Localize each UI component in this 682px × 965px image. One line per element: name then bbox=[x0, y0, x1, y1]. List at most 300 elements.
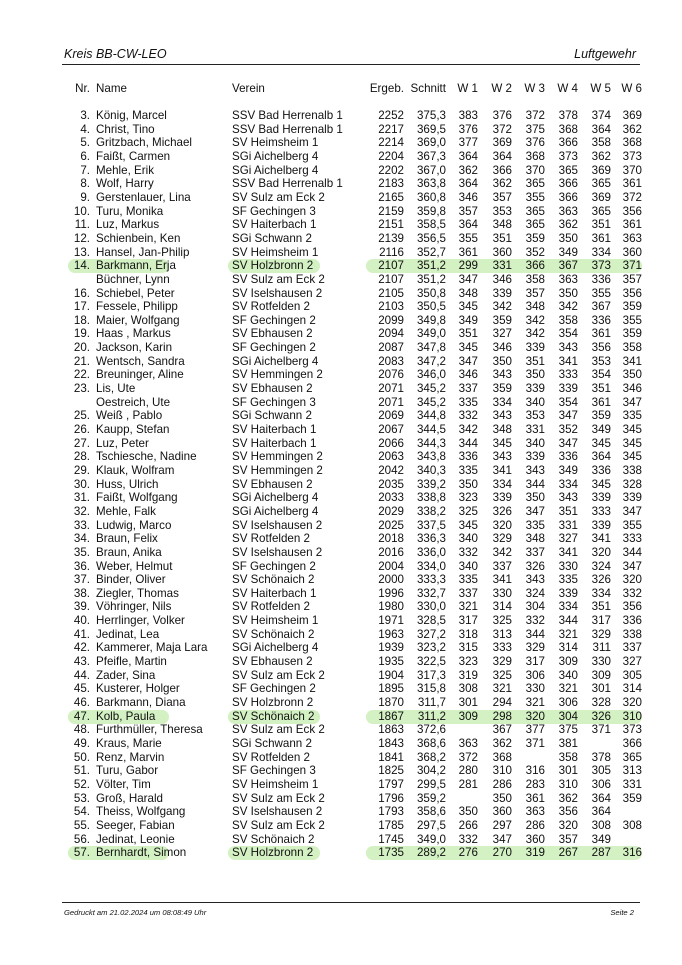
cell-nr: 18. bbox=[73, 313, 90, 327]
col-header-w3: W 3 bbox=[524, 82, 545, 95]
cell-name: Theiss, Wolfgang bbox=[96, 805, 186, 819]
cell-name: Binder, Oliver bbox=[96, 573, 166, 587]
footer-print-date: Gedruckt am 21.02.2024 um 08:08:49 Uhr bbox=[64, 908, 207, 917]
cell-w4: 343 bbox=[558, 491, 578, 505]
cell-w6: 335 bbox=[622, 409, 642, 423]
cell-w2: 359 bbox=[492, 382, 512, 395]
cell-ergeb: 2071 bbox=[378, 382, 404, 395]
cell-schnitt: 358,6 bbox=[416, 805, 446, 819]
cell-ergeb: 1843 bbox=[378, 736, 404, 750]
cell-w6: 308 bbox=[622, 818, 642, 832]
cell-w1: 357 bbox=[458, 204, 478, 218]
cell-w3: 358 bbox=[525, 272, 545, 286]
cell-nr: 11. bbox=[74, 218, 90, 232]
cell-nr: 28. bbox=[73, 450, 90, 464]
cell-w5: 369 bbox=[591, 190, 611, 204]
cell-ergeb: 2105 bbox=[378, 286, 404, 300]
cell-nr: 34. bbox=[73, 532, 90, 546]
cell-w3: 319 bbox=[525, 846, 545, 860]
table-row bbox=[62, 109, 642, 123]
table-row bbox=[62, 464, 642, 478]
cell-w6: 331 bbox=[622, 777, 642, 791]
cell-verein: SV Iselshausen 2 bbox=[232, 545, 323, 559]
cell-w2: 330 bbox=[492, 586, 512, 600]
table-row bbox=[62, 778, 642, 792]
cell-nr: 48. bbox=[73, 723, 90, 737]
cell-w3: 344 bbox=[525, 477, 545, 491]
cell-nr: 6. bbox=[80, 149, 90, 163]
cell-w4: 366 bbox=[558, 136, 578, 150]
cell-w6: 361 bbox=[622, 177, 642, 191]
cell-w6: 337 bbox=[622, 641, 642, 655]
cell-w1: 364 bbox=[458, 218, 478, 232]
cell-ergeb: 2029 bbox=[378, 504, 404, 518]
cell-verein: SV Ebhausen 2 bbox=[232, 655, 313, 668]
cell-name: Braun, Felix bbox=[96, 532, 158, 546]
cell-verein: SGi Schwann 2 bbox=[232, 409, 312, 423]
cell-w6: 341 bbox=[622, 354, 642, 368]
cell-w6: 362 bbox=[622, 122, 642, 136]
cell-schnitt: 323,2 bbox=[416, 641, 446, 655]
cell-w5: 333 bbox=[591, 504, 611, 518]
cell-schnitt: 349,8 bbox=[416, 313, 446, 327]
cell-w6: 365 bbox=[622, 750, 642, 764]
cell-schnitt: 349,0 bbox=[416, 832, 446, 846]
cell-w3: 357 bbox=[525, 286, 545, 300]
cell-ergeb: 1841 bbox=[378, 750, 404, 764]
cell-name: Bernhardt, Simon bbox=[96, 846, 187, 860]
cell-name: Zader, Sina bbox=[96, 668, 156, 682]
cell-name: Mehle, Falk bbox=[96, 504, 156, 518]
cell-w5: 345 bbox=[591, 436, 611, 450]
cell-w4: 375 bbox=[558, 723, 578, 737]
cell-w1: 332 bbox=[458, 409, 478, 423]
cell-name: Ziegler, Thomas bbox=[96, 586, 179, 600]
cell-ergeb: 2063 bbox=[378, 450, 404, 464]
cell-w1: 349 bbox=[458, 313, 478, 327]
cell-w2: 329 bbox=[492, 532, 512, 546]
header-discipline: Luftgewehr bbox=[574, 47, 636, 61]
cell-w2: 348 bbox=[492, 422, 512, 436]
col-header-w2: W 2 bbox=[491, 82, 512, 95]
cell-verein: SV Haiterbach 1 bbox=[232, 586, 317, 600]
cell-verein: SV Sulz am Eck 2 bbox=[232, 272, 325, 286]
cell-name: Schienbein, Ken bbox=[96, 231, 181, 245]
cell-w1: 336 bbox=[458, 450, 478, 464]
cell-nr: 12. bbox=[73, 231, 90, 245]
cell-w2: 348 bbox=[492, 218, 512, 232]
cell-name: Völter, Tim bbox=[96, 777, 151, 791]
cell-w5: 334 bbox=[591, 245, 611, 259]
cell-w6: 305 bbox=[622, 668, 642, 682]
table-row bbox=[62, 505, 642, 519]
cell-ergeb: 2107 bbox=[378, 259, 404, 273]
cell-verein: SSV Bad Herrenalb 1 bbox=[232, 122, 343, 136]
cell-w3: 348 bbox=[525, 532, 545, 546]
cell-w1: 340 bbox=[458, 532, 478, 546]
cell-w2: 333 bbox=[492, 641, 512, 655]
cell-ergeb: 2025 bbox=[378, 518, 404, 532]
cell-verein: SV Heimsheim 1 bbox=[232, 777, 319, 791]
cell-w4: 335 bbox=[558, 573, 578, 587]
cell-w2: 353 bbox=[492, 204, 512, 218]
cell-w4: 358 bbox=[558, 750, 578, 764]
cell-schnitt: 347,2 bbox=[416, 354, 446, 368]
cell-w6: 373 bbox=[622, 149, 642, 163]
cell-w5: 367 bbox=[591, 300, 611, 314]
cell-schnitt: 297,5 bbox=[416, 818, 446, 832]
cell-w5: 378 bbox=[591, 750, 611, 764]
cell-schnitt: 349,0 bbox=[416, 327, 446, 341]
cell-w4: 363 bbox=[558, 272, 578, 286]
cell-verein: SV Sulz am Eck 2 bbox=[232, 190, 325, 204]
cell-w2: 366 bbox=[492, 163, 512, 177]
cell-w1: 350 bbox=[458, 805, 478, 819]
cell-verein: SV Hemmingen 2 bbox=[232, 450, 323, 464]
table-row bbox=[62, 819, 642, 833]
cell-w5: 328 bbox=[591, 696, 611, 709]
cell-w6: 314 bbox=[622, 682, 642, 696]
cell-name: Pfeifle, Martin bbox=[96, 655, 167, 668]
table-row bbox=[62, 246, 642, 260]
cell-w2: 362 bbox=[492, 177, 512, 191]
cell-w1: 332 bbox=[458, 832, 478, 846]
cell-name: Gritzbach, Michael bbox=[96, 136, 193, 150]
cell-schnitt: 369,0 bbox=[416, 136, 446, 150]
cell-w2: 342 bbox=[492, 545, 512, 559]
cell-w3: 370 bbox=[525, 163, 545, 177]
cell-w4: 321 bbox=[558, 627, 578, 641]
cell-w3: 375 bbox=[525, 122, 545, 136]
cell-w6: 357 bbox=[622, 272, 642, 286]
cell-name: Jedinat, Leonie bbox=[96, 832, 175, 846]
cell-w5: 336 bbox=[591, 463, 611, 477]
cell-w4: 334 bbox=[558, 477, 578, 491]
cell-w4: 349 bbox=[558, 463, 578, 477]
cell-w4: 309 bbox=[558, 655, 578, 668]
cell-w6: 345 bbox=[622, 436, 642, 450]
cell-verein: SV Holzbronn 2 bbox=[232, 259, 314, 273]
cell-schnitt: 322,5 bbox=[416, 655, 446, 668]
cell-w1: 301 bbox=[458, 696, 478, 709]
cell-w3: 350 bbox=[525, 491, 545, 505]
cell-ergeb: 2202 bbox=[378, 163, 404, 177]
cell-w3: 365 bbox=[525, 218, 545, 232]
cell-nr: 30. bbox=[73, 477, 90, 491]
cell-w5: 351 bbox=[591, 600, 611, 614]
cell-w5: 351 bbox=[591, 382, 611, 395]
cell-schnitt: 330,0 bbox=[416, 600, 446, 614]
cell-schnitt: 333,3 bbox=[416, 573, 446, 587]
cell-w4: 339 bbox=[558, 586, 578, 600]
cell-name: Tschiesche, Nadine bbox=[96, 450, 197, 464]
cell-nr: 44. bbox=[73, 668, 90, 682]
cell-w5: 326 bbox=[591, 573, 611, 587]
cell-nr: 36. bbox=[73, 559, 90, 573]
cell-w5: 374 bbox=[591, 109, 611, 122]
cell-w6: 359 bbox=[622, 327, 642, 341]
cell-w3: 350 bbox=[525, 368, 545, 382]
cell-w1: 363 bbox=[458, 736, 478, 750]
cell-ergeb: 1996 bbox=[378, 586, 404, 600]
cell-verein: SV Rotfelden 2 bbox=[232, 300, 310, 314]
cell-w2: 297 bbox=[492, 818, 512, 832]
cell-ergeb: 2000 bbox=[378, 573, 404, 587]
cell-w6: 327 bbox=[622, 655, 642, 668]
cell-ergeb: 2165 bbox=[378, 190, 404, 204]
table-row bbox=[62, 287, 642, 301]
cell-nr: 47. bbox=[73, 709, 90, 723]
cell-w3: 352 bbox=[525, 245, 545, 259]
cell-w2: 320 bbox=[492, 518, 512, 532]
cell-w1: 315 bbox=[458, 641, 478, 655]
cell-verein: SV Holzbronn 2 bbox=[232, 696, 314, 709]
cell-w4: 350 bbox=[558, 231, 578, 245]
cell-schnitt: 360,8 bbox=[416, 190, 446, 204]
table-row bbox=[62, 751, 642, 765]
cell-w2: 325 bbox=[492, 668, 512, 682]
cell-ergeb: 1870 bbox=[378, 696, 404, 709]
cell-w1: 377 bbox=[458, 136, 478, 150]
cell-w3: 337 bbox=[525, 545, 545, 559]
cell-schnitt: 332,7 bbox=[416, 586, 446, 600]
cell-name: Kusterer, Holger bbox=[96, 682, 180, 696]
cell-w6: 361 bbox=[622, 218, 642, 232]
table-row bbox=[62, 519, 642, 533]
cell-w2: 341 bbox=[492, 463, 512, 477]
cell-w1: 299 bbox=[458, 259, 478, 273]
cell-verein: SF Gechingen 2 bbox=[232, 682, 316, 696]
cell-w4: 365 bbox=[558, 163, 578, 177]
table-row bbox=[62, 833, 642, 847]
cell-w5: 317 bbox=[591, 614, 611, 627]
cell-w1: 347 bbox=[458, 354, 478, 368]
col-header-w6: W 6 bbox=[621, 82, 642, 95]
cell-w1: 376 bbox=[458, 122, 478, 136]
cell-w5: 355 bbox=[591, 286, 611, 300]
cell-nr: 29. bbox=[73, 463, 90, 477]
cell-nr: 50. bbox=[73, 750, 90, 764]
cell-nr: 41. bbox=[73, 627, 90, 641]
cell-w5: 301 bbox=[591, 682, 611, 696]
cell-w1: 345 bbox=[458, 341, 478, 355]
table-row bbox=[62, 396, 642, 410]
cell-w3: 339 bbox=[525, 341, 545, 355]
cell-verein: SV Iselshausen 2 bbox=[232, 518, 323, 532]
cell-w5: 362 bbox=[591, 149, 611, 163]
cell-nr: 19. bbox=[73, 327, 90, 341]
table-row bbox=[62, 341, 642, 355]
cell-schnitt: 315,8 bbox=[416, 682, 446, 696]
cell-schnitt: 346,0 bbox=[416, 368, 446, 382]
cell-w2: 329 bbox=[492, 655, 512, 668]
cell-verein: SF Gechingen 3 bbox=[232, 764, 316, 778]
cell-w5: 373 bbox=[591, 259, 611, 273]
cell-schnitt: 350,5 bbox=[416, 300, 446, 314]
cell-nr: 56. bbox=[73, 832, 90, 846]
table-row bbox=[62, 218, 642, 232]
cell-w1: 323 bbox=[458, 655, 478, 668]
cell-w5: 306 bbox=[591, 777, 611, 791]
cell-verein: SGi Schwann 2 bbox=[232, 736, 312, 750]
cell-w2: 327 bbox=[492, 327, 512, 341]
cell-w2: 331 bbox=[492, 259, 512, 273]
cell-w4: 343 bbox=[558, 341, 578, 355]
table-row bbox=[62, 164, 642, 178]
cell-w5: 359 bbox=[591, 409, 611, 423]
cell-ergeb: 2076 bbox=[378, 368, 404, 382]
cell-name: Turu, Monika bbox=[96, 204, 164, 218]
cell-w2: 368 bbox=[492, 750, 512, 764]
cell-w6: 358 bbox=[622, 341, 642, 355]
col-header-w5: W 5 bbox=[590, 82, 611, 95]
table-row bbox=[62, 491, 642, 505]
cell-w1: 335 bbox=[458, 395, 478, 409]
cell-w2: 321 bbox=[492, 682, 512, 696]
cell-w5: 345 bbox=[591, 477, 611, 491]
cell-nr: 45. bbox=[73, 682, 90, 696]
cell-name: Klauk, Wolfram bbox=[96, 463, 175, 477]
table-row bbox=[62, 805, 642, 819]
cell-w4: 320 bbox=[558, 818, 578, 832]
cell-w2: 347 bbox=[492, 832, 512, 846]
table-row bbox=[62, 314, 642, 328]
cell-w3: 342 bbox=[525, 327, 545, 341]
cell-nr: 13. bbox=[73, 245, 90, 259]
cell-w6: 338 bbox=[622, 627, 642, 641]
table-row bbox=[62, 300, 642, 314]
cell-schnitt: 339,2 bbox=[416, 477, 446, 491]
cell-w1: 364 bbox=[458, 149, 478, 163]
cell-nr: 32. bbox=[73, 504, 90, 518]
cell-nr: 7. bbox=[80, 163, 90, 177]
cell-schnitt: 368,6 bbox=[416, 736, 446, 750]
table-row bbox=[62, 177, 642, 191]
cell-schnitt: 345,2 bbox=[416, 395, 446, 409]
cell-w6: 328 bbox=[622, 477, 642, 491]
cell-name: Jedinat, Lea bbox=[96, 627, 160, 641]
cell-w3: 355 bbox=[525, 190, 545, 204]
cell-w3: 371 bbox=[525, 736, 545, 750]
cell-schnitt: 338,2 bbox=[416, 504, 446, 518]
cell-w1: 350 bbox=[458, 477, 478, 491]
cell-verein: SF Gechingen 3 bbox=[232, 395, 316, 409]
cell-verein: SV Holzbronn 2 bbox=[232, 846, 314, 860]
cell-w6: 373 bbox=[622, 723, 642, 737]
cell-w3: 331 bbox=[525, 422, 545, 436]
table-row bbox=[62, 327, 642, 341]
cell-w1: 308 bbox=[458, 682, 478, 696]
cell-verein: SV Schönaich 2 bbox=[232, 627, 315, 641]
cell-nr: 27. bbox=[73, 436, 90, 450]
cell-w1: 332 bbox=[458, 545, 478, 559]
cell-name: Ludwig, Marco bbox=[96, 518, 172, 532]
table-row bbox=[62, 409, 642, 423]
cell-schnitt: 347,8 bbox=[416, 341, 446, 355]
cell-verein: SV Schönaich 2 bbox=[232, 709, 315, 723]
cell-w4: 381 bbox=[558, 736, 578, 750]
cell-ergeb: 2083 bbox=[378, 354, 404, 368]
cell-ergeb: 2183 bbox=[378, 177, 404, 191]
cell-w3: 286 bbox=[525, 818, 545, 832]
cell-nr: 57. bbox=[73, 846, 90, 860]
cell-w1: 348 bbox=[458, 286, 478, 300]
cell-w3: 306 bbox=[525, 668, 545, 682]
cell-name: Kolb, Paula bbox=[96, 709, 156, 723]
cell-w6: 347 bbox=[622, 504, 642, 518]
cell-w3: 365 bbox=[525, 204, 545, 218]
cell-name: Barkmann, Erja bbox=[96, 259, 176, 273]
cell-ergeb: 1793 bbox=[378, 805, 404, 819]
cell-w4: 304 bbox=[558, 709, 578, 723]
cell-w5: 361 bbox=[591, 327, 611, 341]
header-divider bbox=[62, 64, 640, 65]
cell-w5: 356 bbox=[591, 341, 611, 355]
cell-w2: 334 bbox=[492, 395, 512, 409]
cell-w3: 353 bbox=[525, 409, 545, 423]
table-row bbox=[62, 614, 642, 628]
cell-w1: 340 bbox=[458, 559, 478, 573]
cell-w4: 362 bbox=[558, 791, 578, 805]
cell-verein: SV Schönaich 2 bbox=[232, 832, 315, 846]
cell-schnitt: 358,5 bbox=[416, 218, 446, 232]
cell-verein: SV Sulz am Eck 2 bbox=[232, 668, 325, 682]
cell-w1: 344 bbox=[458, 436, 478, 450]
cell-ergeb: 1904 bbox=[378, 668, 404, 682]
cell-w2: 346 bbox=[492, 272, 512, 286]
cell-w5: 336 bbox=[591, 272, 611, 286]
cell-ergeb: 2139 bbox=[378, 231, 404, 245]
cell-verein: SSV Bad Herrenalb 1 bbox=[232, 177, 343, 191]
cell-verein: SGi Aichelberg 4 bbox=[232, 641, 319, 655]
cell-w4: 327 bbox=[558, 532, 578, 546]
cell-ergeb: 2066 bbox=[378, 436, 404, 450]
cell-w1: 345 bbox=[458, 300, 478, 314]
cell-w1: 276 bbox=[458, 846, 478, 860]
cell-ergeb: 1980 bbox=[378, 600, 404, 614]
cell-w1: 309 bbox=[458, 709, 478, 723]
cell-verein: SGi Aichelberg 4 bbox=[232, 491, 319, 505]
cell-name: Faißt, Carmen bbox=[96, 149, 171, 163]
cell-w5: 336 bbox=[591, 313, 611, 327]
table-row bbox=[62, 191, 642, 205]
col-header-w1: W 1 bbox=[457, 82, 478, 95]
cell-w6: 320 bbox=[622, 573, 642, 587]
cell-schnitt: 350,8 bbox=[416, 286, 446, 300]
cell-w4: 314 bbox=[558, 641, 578, 655]
cell-schnitt: 334,0 bbox=[416, 559, 446, 573]
cell-w5: 305 bbox=[591, 764, 611, 778]
cell-w6: 368 bbox=[622, 136, 642, 150]
cell-w4: 347 bbox=[558, 436, 578, 450]
cell-schnitt: 372,6 bbox=[416, 723, 446, 737]
cell-w1: 372 bbox=[458, 750, 478, 764]
cell-name: Luz, Markus bbox=[96, 218, 160, 232]
cell-ergeb: 1963 bbox=[378, 627, 404, 641]
cell-name: Jackson, Karin bbox=[96, 341, 173, 355]
cell-name: Braun, Anika bbox=[96, 545, 162, 559]
cell-ergeb: 1785 bbox=[378, 818, 404, 832]
cell-schnitt: 338,8 bbox=[416, 491, 446, 505]
cell-w2: 314 bbox=[492, 600, 512, 614]
cell-w3: 347 bbox=[525, 504, 545, 518]
cell-ergeb: 2016 bbox=[378, 545, 404, 559]
table-row bbox=[62, 150, 642, 164]
cell-ergeb: 2069 bbox=[378, 409, 404, 423]
cell-schnitt: 367,3 bbox=[416, 149, 446, 163]
footer-page-number: Seite 2 bbox=[610, 908, 634, 917]
cell-nr: 43. bbox=[73, 655, 90, 668]
